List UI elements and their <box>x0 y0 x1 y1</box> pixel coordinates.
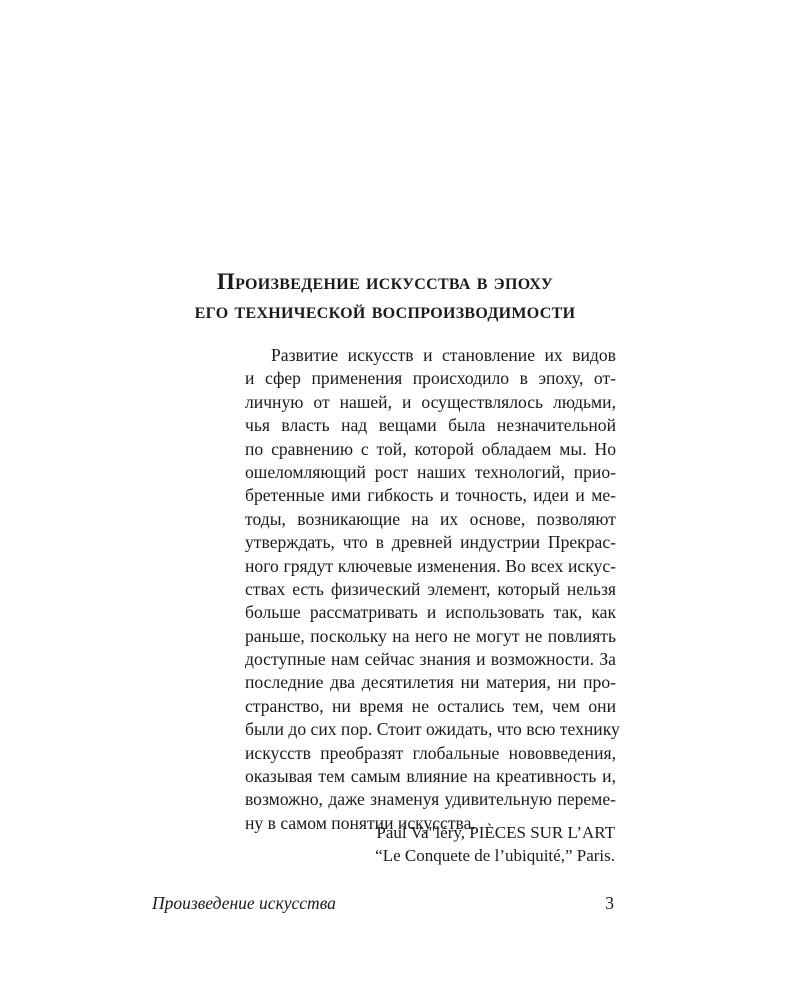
attribution-author: Paul Va"léry, PIÈCES SUR L’ART <box>376 823 615 842</box>
page-number: 3 <box>605 893 614 913</box>
epigraph-line: утверждать, что в древней индустрии Прекрас- <box>245 532 616 553</box>
epigraph-line: раньше, поскольку на него не могут не повлиять <box>245 625 616 646</box>
title-line-2: его технической воспроизводимости <box>194 298 576 323</box>
epigraph-line: чья власть над вещами была незначительной <box>245 415 616 436</box>
epigraph-line: доступные нам сейчас знания и возможности. За <box>245 649 616 670</box>
epigraph-line: по сравнению с той, которой обладаем мы. Но <box>245 438 616 459</box>
epigraph-line: личную от нашей, и осуществлялось людьми, <box>245 391 616 412</box>
attribution-source: “Le Conquete de l’ubiquité,” Paris. <box>375 846 615 865</box>
epigraph-line: оказывая тем самым влияние на креативность и, <box>245 766 616 787</box>
epigraph-line: ствах есть физический элемент, который нельзя <box>245 578 616 599</box>
epigraph-block <box>245 344 620 835</box>
epigraph-line: были до сих пор. Стоит ожидать, что всю технику <box>245 719 620 740</box>
epigraph-line: бретенные ими гибкость и точность, идеи и ме- <box>245 485 616 506</box>
epigraph-line: и сфер применения происходило в эпоху, от- <box>245 368 616 389</box>
epigraph-line: последние два десятилетия ни материя, ни про- <box>245 672 616 693</box>
epigraph-line: возможно, даже знаменуя удивительную переме- <box>245 789 616 810</box>
epigraph-line: Развитие искусств и становление их видов <box>271 345 616 365</box>
epigraph-line: искусств преобразят глобальные нововведения, <box>245 742 616 763</box>
title-line-1: Произведение искусства в эпоху <box>216 269 554 294</box>
running-footer-title: Произведение искусства <box>152 893 336 913</box>
epigraph-line: ного грядут ключевые изменения. Во всех искус- <box>245 555 616 576</box>
epigraph-line: тоды, возникающие на их основе, позволяют <box>245 508 616 529</box>
epigraph-line: странство, ни время не остались тем, чем они <box>245 695 616 716</box>
epigraph-line: больше рассматривать и использовать так, как <box>245 602 616 623</box>
epigraph-line: ну в самом понятии искусства. <box>245 812 476 833</box>
epigraph-line: ошеломляющий рост наших технологий, прио- <box>245 461 616 482</box>
